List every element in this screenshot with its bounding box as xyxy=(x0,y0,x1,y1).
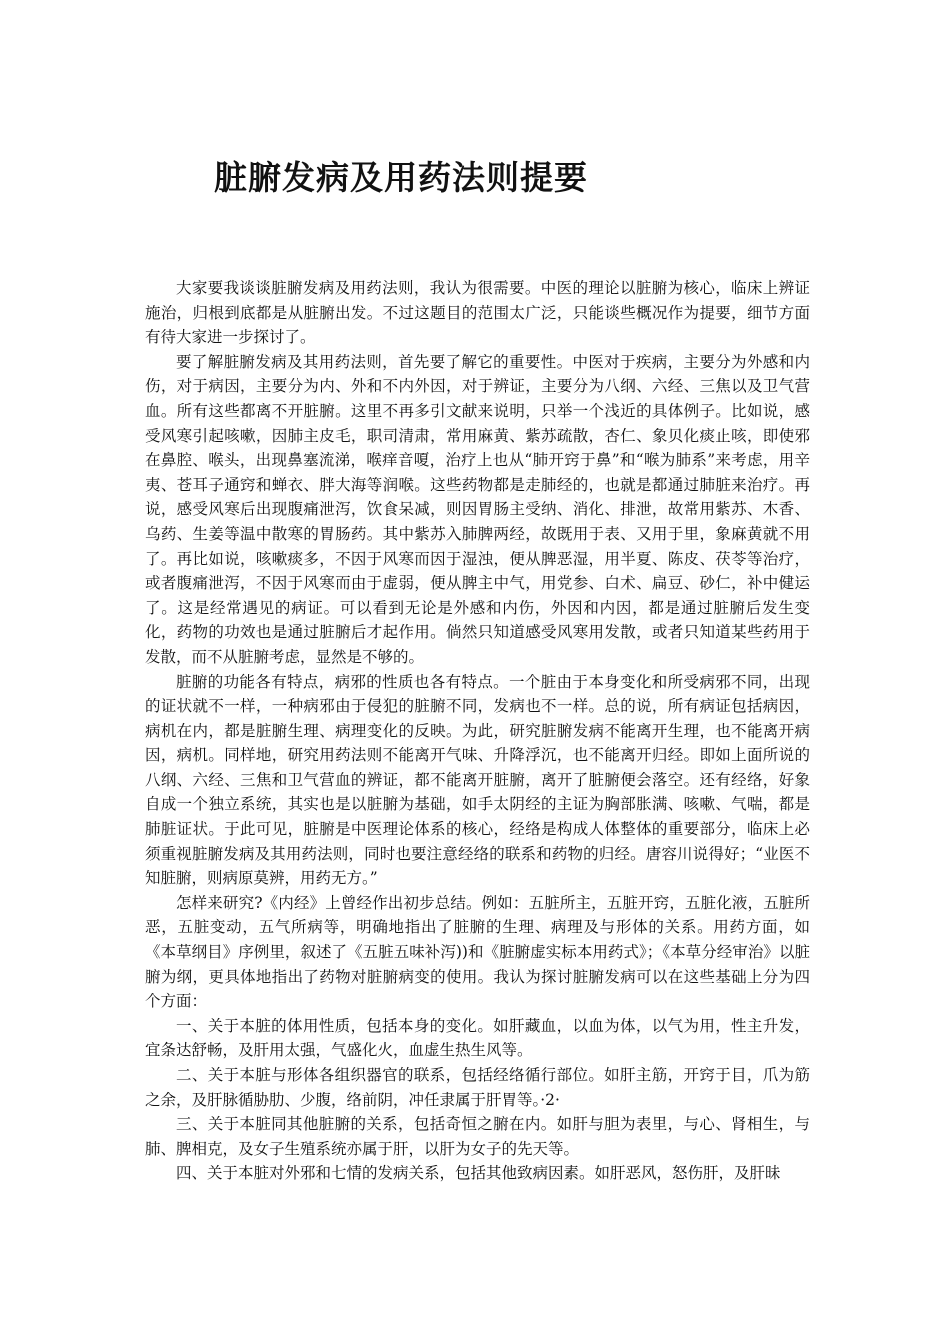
list-item-4: 四、关于本脏对外邪和七情的发病关系，包括其他致病因素。如肝恶风，怒伤肝，及肝昧 xyxy=(176,1164,781,1183)
paragraph-characteristics: 脏腑的功能各有特点，病邪的性质也各有特点。一个脏由于本身变化和所受病邪不同，出现的证状就不一样，一种病邪由于侵犯的脏腑不同，发病也不一样。总的说，所有病证包括病因，病机在内，都是脏腑生理、病理变化的反映。为此，研究脏腑发病不能离开生理，也不能离开病因，病机。同样地，研究用药法则不能离开气味、升降浮沉，也不能离开归经。即如上面所说的八纲、六经、三焦和卫气营血的辨证，都不能离开脏腑，离开了脏腑便会落空。还有经络，好象自成一个独立系统，其实也是以脏腑为基础，如手太阴经的主证为胸部胀满、咳嗽、气喘，都是肺脏证状。于此可见，脏腑是中医理论体系的核心，经络是构成人体整体的重要部分，临床上必须重视脏腑发病及其用药法则，同时也要注意经络的联系和药物的归经。唐容川说得好；“业医不知脏腑，则病原莫辨，用药无方。” xyxy=(145,672,810,888)
paragraph-intro: 大家要我谈谈脏腑发病及用药法则，我认为很需要。中医的理论以脏腑为核心，临床上辨证施治，归根到底都是从脏腑出发。不过这题目的范围太广泛，只能谈些概况作为提要，细节方面有待大家进一步探讨了。 xyxy=(145,279,810,347)
list-item-3: 三、关于本脏同其他脏腑的关系，包括奇恒之腑在内。如肝与胆为表里，与心、肾相生，与肺、脾相克，及女子生殖系统亦属于肝，以肝为女子的先天等。 xyxy=(145,1115,810,1158)
list-item-2: 二、关于本脏与形体各组织器官的联系，包括经络循行部位。如肝主筋，开窍于目，爪为筋之余，及肝脉循胁肋、少腹，络前阴，冲任隶属于肝胃等。·2· xyxy=(145,1066,810,1109)
paragraph-method: 怎样来研究?《内经》上曾经作出初步总结。例如：五脏所主，五脏开窍，五脏化液，五脏所恶，五脏变动，五气所病等，明确地指出了脏腑的生理、病理及与形体的关系。用药方面，如《本草纲目》序例里，叙述了《五脏五味补泻))和《脏腑虚实标本用药式》；《本草分经审治》以脏腑为纲，更具体地指出了药物对脏腑病变的使用。我认为探讨脏腑发病可以在这些基础上分为四个方面： xyxy=(145,893,810,1011)
article-body xyxy=(145,276,810,1186)
page-title: 脏腑发病及用药法则提要 xyxy=(214,158,588,197)
list-item-1: 一、关于本脏的体用性质，包括本身的变化。如肝藏血，以血为体，以气为用，性主升发，宜条达舒畅，及肝用太强，气盛化火，血虚生热生风等。 xyxy=(145,1016,810,1060)
paragraph-importance: 要了解脏腑发病及其用药法则，首先要了解它的重要性。中医对于疾病，主要分为外感和内伤，对于病因，主要分为内、外和不内外因，对于辨证，主要分为八纲、六经、三焦以及卫气营血。所有这些都离不开脏腑。这里不再多引文献来说明，只举一个浅近的具体例子。比如说，感受风寒引起咳嗽，因肺主皮毛，职司清肃，常用麻黄、紫苏疏散，杏仁、象贝化痰止咳，即使邪在鼻腔、喉头，出现鼻塞流涕，喉痒音嗄，治疗上也从“肺开窍于鼻”和“喉为肺系”来考虑，用辛夷、苍耳子通窍和蝉衣、胖大海等润喉。这些药物都是走肺经的，也就是都通过肺脏来治疗。再说，感受风寒后出现腹痛泄泻，饮食呆减，则因胃肠主受纳、消化、排泄，故常用紫苏、木香、乌药、生姜等温中散寒的胃肠药。其中紫苏入肺脾两经，故既用于表、又用于里，象麻黄就不用了。再比如说，咳嗽痰多，不因于风寒而因于湿浊，便从脾恶湿，用半夏、陈皮、茯苓等治疗，或者腹痛泄泻，不因于风寒而由于虚弱，便从脾主中气，用党参、白术、扁豆、砂仁，补中健运了。这是经常遇见的病证。可以看到无论是外感和内伤，外因和内因，都是通过脏腑后发生变化，药物的功效也是通过脏腑后才起作用。倘然只知道感受风寒用发散，或者只知道某些药用于发散，而不从脏腑考虑，显然是不够的。 xyxy=(145,352,810,666)
